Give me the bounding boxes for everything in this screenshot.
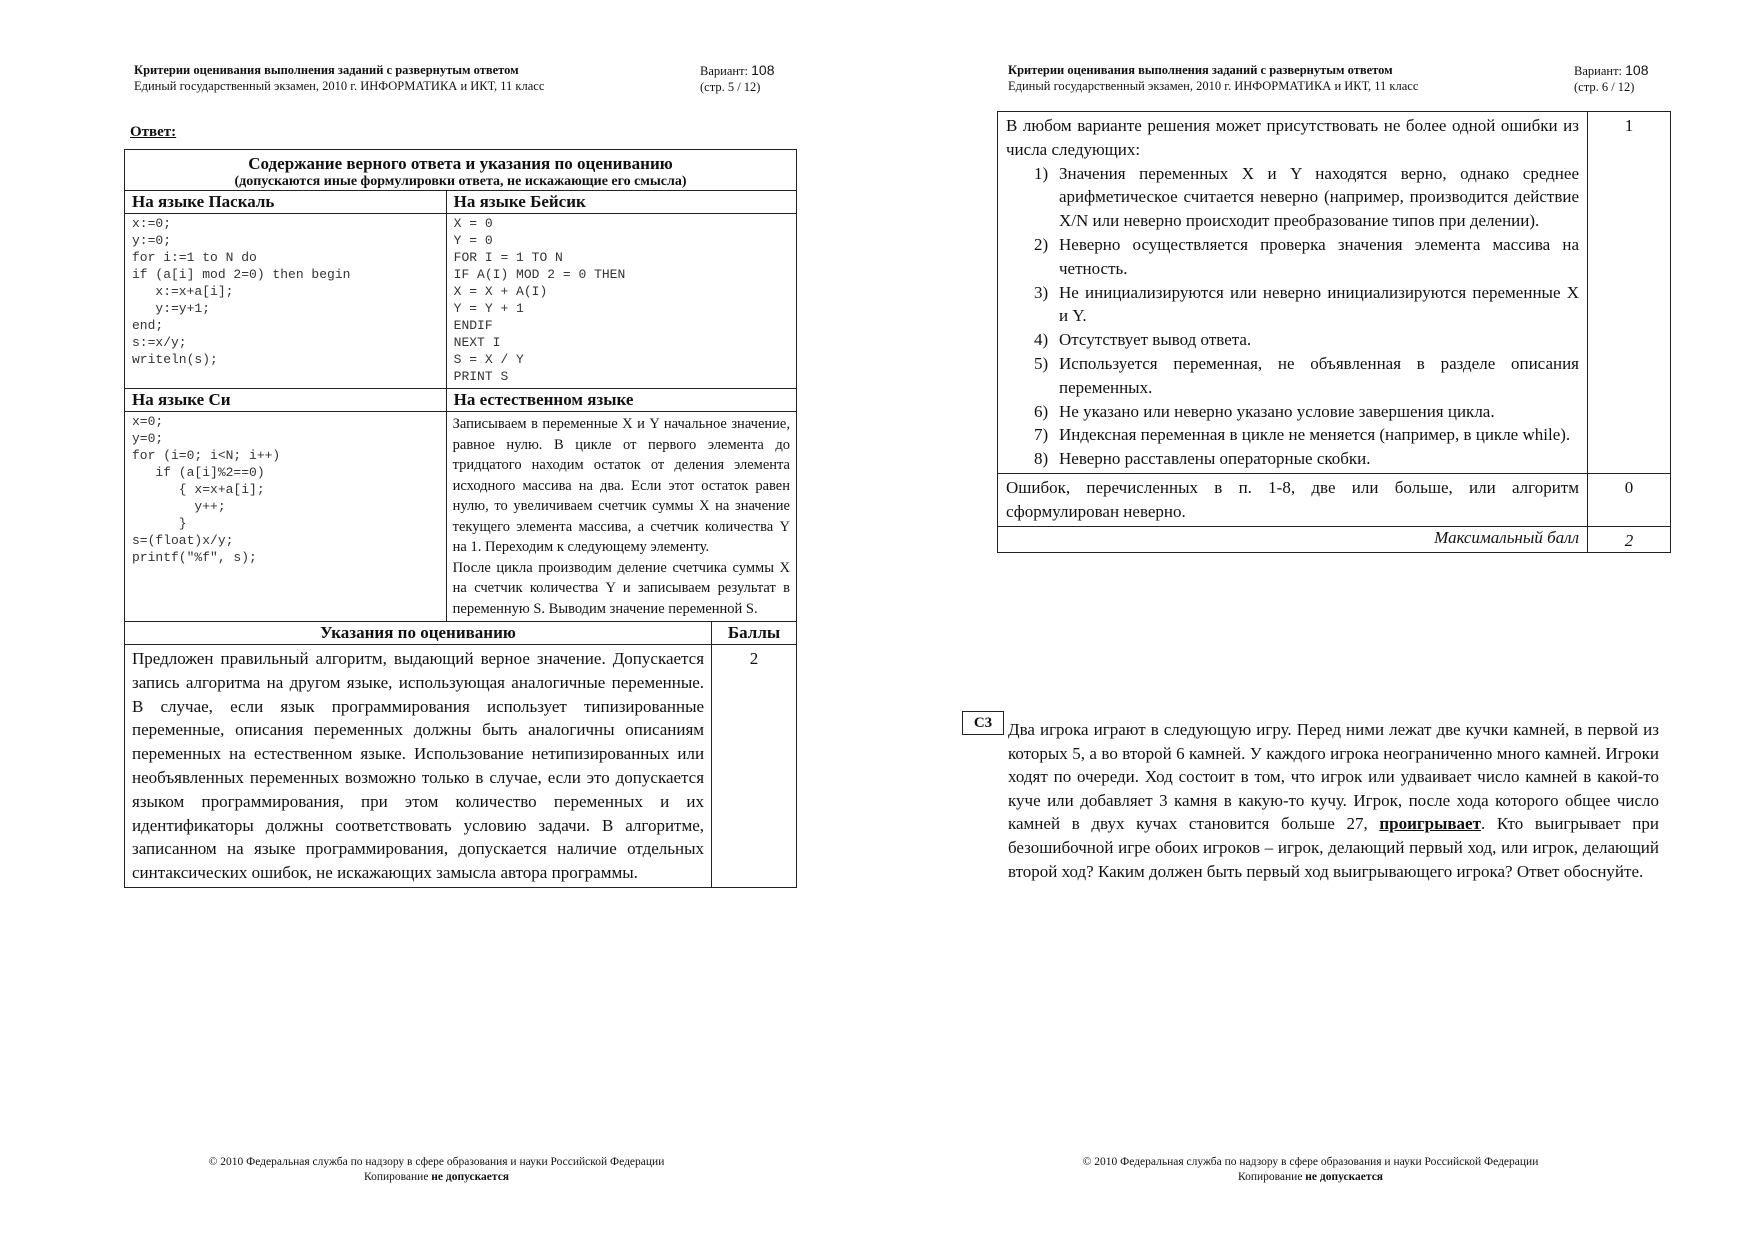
footer-copy-note: Копирование (1237, 1171, 1306, 1183)
criteria-item (1006, 447, 1579, 471)
variant-label: Вариант: (1574, 64, 1626, 78)
criteria-score-1: 1 (1588, 112, 1671, 474)
answer-label: Ответ: (130, 124, 177, 140)
criteria-item-text: Не инициализируются или неверно инициализируются переменные X и Y. (1059, 282, 1579, 326)
natural-cell (446, 412, 796, 622)
criteria-intro: В любом варианте решения может присутствовать не более одной ошибки из числа следующих: (1006, 116, 1579, 159)
page-header-right (700, 62, 774, 95)
table-subtitle: (допускаются иные формулировки ответа, не искажающие его смысла) (234, 174, 687, 189)
task-c3-text (1008, 718, 1659, 883)
criteria-item-number: 3) (1034, 282, 1049, 302)
header-title: Критерии оценивания выполнения заданий с развернутым ответом (1008, 63, 1393, 77)
score-heading: Баллы (712, 622, 797, 645)
criteria-score-0: 0 (1588, 473, 1671, 526)
max-score-label: Максимальный балл (998, 526, 1588, 552)
criteria-wrong: Ошибок, перечисленных в п. 1-8, две или больше, или алгоритм сформулирован неверно. (998, 473, 1588, 526)
page-header (1008, 62, 1418, 94)
header-subtitle: Единый государственный экзамен, 2010 г. ИНФОРМАТИКА и ИКТ, 11 класс (1008, 79, 1419, 93)
criteria-item-text: Индексная переменная в цикле не меняется (например, в цикле while). (1059, 425, 1571, 445)
table-title: Содержание верного ответа и указания по оцениванию (248, 154, 673, 173)
basic-label: На языке Бейсик (446, 191, 796, 214)
task-c3-badge: C3 (962, 711, 1004, 735)
header-subtitle: Единый государственный экзамен, 2010 г. ИНФОРМАТИКА и ИКТ, 11 класс (134, 79, 545, 93)
pascal-label: На языке Паскаль (125, 191, 447, 214)
variant-number: 108 (751, 62, 775, 78)
task-c3-keyword: проигрывает (1379, 814, 1481, 834)
footer-copyright: © 2010 Федеральная служба по надзору в сфере образования и науки Российской Федерации (208, 1156, 665, 1168)
criteria-item-number: 6) (1034, 401, 1049, 421)
footer-copy-note-bold: не допускается (431, 1171, 510, 1183)
footer-copyright: © 2010 Федеральная служба по надзору в сфере образования и науки Российской Федерации (1082, 1156, 1539, 1168)
instructions-text: Предложен правильный алгоритм, выдающий верное значение. Допускается запись алгоритма на другом языке, использующая аналогичные переменные. В случае, если язык программирования использует типизированные переменные, описания переменных должны быть аналогичны описаниям переменных на естественном языке. Использование нетипизированных или необъявленных переменных возможно только в случае, если это допускается языком программирования, при этом количество переменных и их идентификаторы должны соответствовать условию задачи. В алгоритме, записанном на языке программирования, допускается наличие отдельных синтаксических ошибок, не искажающих замысла автора программы. (125, 645, 712, 888)
variant-number: 108 (1625, 62, 1649, 78)
c-label: На языке Си (125, 389, 447, 412)
criteria-item-number: 2) (1034, 234, 1049, 254)
criteria-item-number: 8) (1034, 449, 1049, 469)
task-c3-text-part1: Два игрока играют в следующую игру. Перед ними лежат две кучки камней, в первой из которых 5, а во второй 6 камней. У каждого игрока неограниченно много камней. Игроки ходят по очереди. Ход состоит в том, что игрок или удваивает число камней в какой-то куче или добавляет 3 камня в какую-то кучу. Игрок, после хода которого общее число камней в двух кучах становится больше 27, (1008, 720, 1659, 834)
criteria-item (1006, 400, 1579, 424)
criteria-item-text: Неверно осуществляется проверка значения элемента массива на четность. (1059, 234, 1579, 278)
natural-text-2: После цикла производим деление счетчика суммы X на счетчик количества Y и записываем результат в переменную S. Выводим значение переменной S. (452, 559, 790, 617)
page-left (0, 0, 873, 1239)
page-footer (0, 1155, 873, 1185)
criteria-list (1006, 162, 1579, 471)
criteria-item-number: 4) (1034, 330, 1049, 350)
criteria-item-text: Используется переменная, не объявленная в разделе описания переменных. (1059, 353, 1579, 397)
pascal-code: x:=0; y:=0; for i:=1 to N do if (a[i] mod 2=0) then begin x:=x+a[i]; y:=y+1; end; s:=x/y; writeln(s); (132, 216, 351, 367)
natural-text-1: Записываем в переменные X и Y начальное значение, равное нулю. В цикле от первого элемента до тридцатого находим остаток от деления элемента исходного массива на два. Если этот остаток равен нулю, то увеличиваем счетчик суммы X на значение текущего элемента массива, а счетчик количества Y на 1. Переходим к следующему элементу. (452, 416, 790, 555)
criteria-item-text: Не указано или неверно указано условие завершения цикла. (1059, 401, 1495, 421)
page-footer (874, 1155, 1747, 1185)
instructions-score: 2 (712, 645, 797, 888)
criteria-item-text: Неверно расставлены операторные скобки. (1059, 449, 1371, 469)
header-title: Критерии оценивания выполнения заданий с развернутым ответом (134, 63, 519, 77)
page-number: (стр. 5 / 12) (700, 80, 761, 94)
criteria-item-number: 5) (1034, 353, 1049, 373)
instructions-heading: Указания по оцениванию (125, 622, 712, 645)
criteria-item (1006, 352, 1579, 400)
c-code: x=0; y=0; for (i=0; i<N; i++) if (a[i]%2==0) { x=x+a[i]; y++; } s=(float)x/y; printf("%f", s); (132, 414, 281, 565)
criteria-item-number: 1) (1034, 163, 1049, 183)
basic-code: X = 0 Y = 0 FOR I = 1 TO N IF A(I) MOD 2 = 0 THEN X = X + A(I) Y = Y + 1 ENDIF NEXT I S = X / Y PRINT S (453, 216, 626, 384)
criteria-item (1006, 281, 1579, 329)
criteria-item-text: Значения переменных X и Y находятся верно, однако среднее арифметическое считается неверно (например, производится действие X/N или неверно происходит преобразование типов при делении). (1059, 163, 1579, 231)
criteria-item (1006, 233, 1579, 281)
basic-cell (446, 214, 796, 389)
answer-table (124, 149, 797, 888)
criteria-text (998, 112, 1588, 474)
pascal-cell (125, 214, 447, 389)
answer-table-header (125, 150, 797, 191)
page-header-right (1574, 62, 1648, 95)
page-right (874, 0, 1747, 1239)
variant-label: Вариант: (700, 64, 752, 78)
criteria-item-text: Отсутствует вывод ответа. (1059, 330, 1252, 350)
criteria-item (1006, 162, 1579, 233)
page-header (134, 62, 544, 94)
footer-copy-note-bold: не допускается (1305, 1171, 1384, 1183)
criteria-item (1006, 328, 1579, 352)
criteria-item (1006, 423, 1579, 447)
task-c3-text-part2: . Кто выигрывает при безошибочной игре обоих игроков – игрок, делающий первый ход, или игрок, делающий второй ход? Каким должен быть первый ход выигрывающего игрока? Ответ обоснуйте. (1008, 814, 1660, 881)
criteria-table (997, 111, 1671, 553)
c-cell (125, 412, 447, 622)
footer-copy-note: Копирование (363, 1171, 432, 1183)
natural-label: На естественном языке (446, 389, 796, 412)
page-number: (стр. 6 / 12) (1574, 80, 1635, 94)
criteria-item-number: 7) (1034, 425, 1049, 445)
max-score-value: 2 (1588, 526, 1671, 552)
